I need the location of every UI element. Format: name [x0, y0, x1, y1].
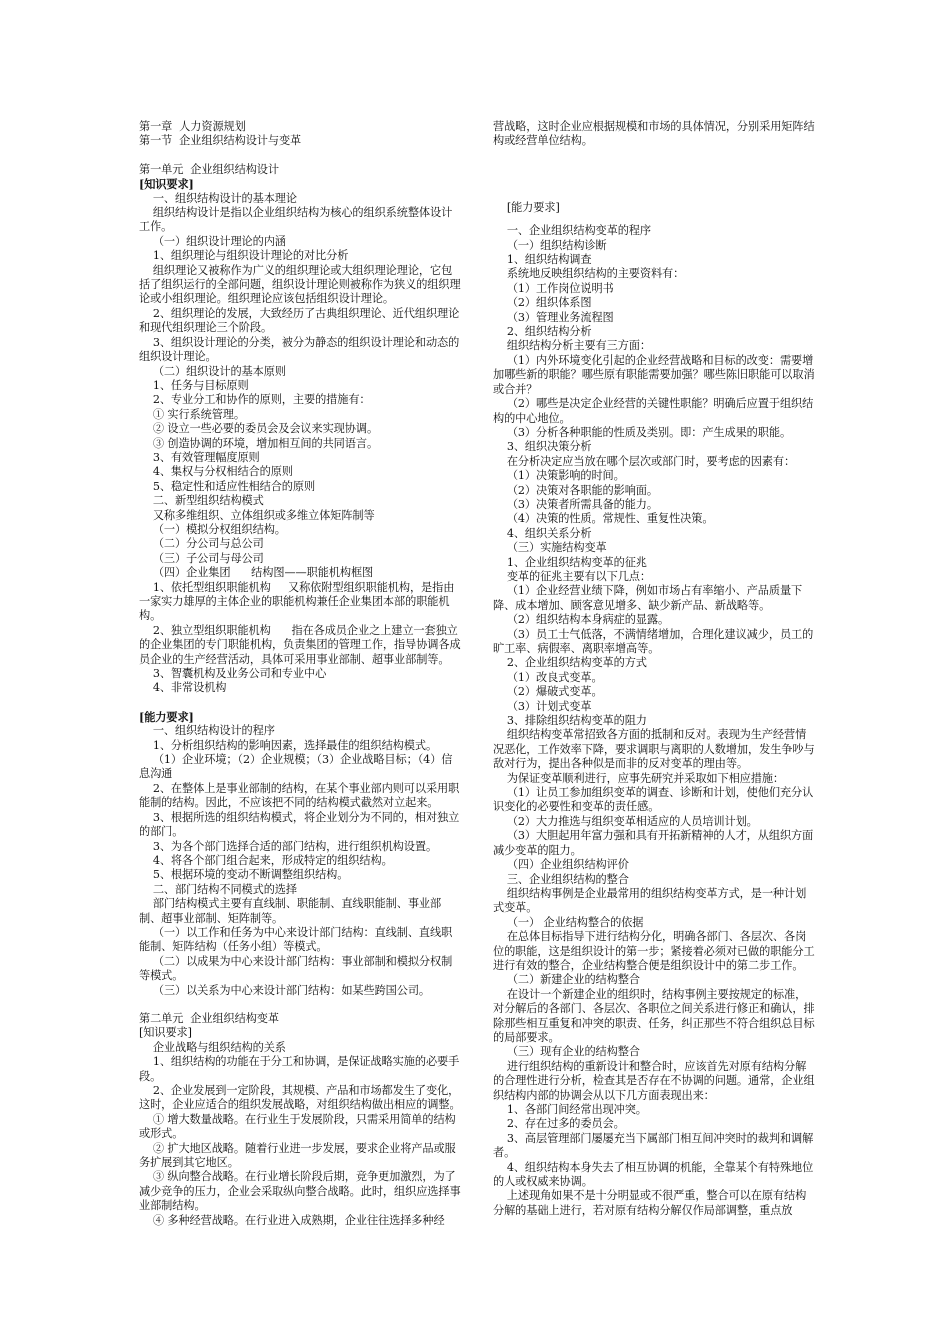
left-column-line: 第一节 企业组织结构设计与变革 — [139, 134, 302, 148]
right-column-line: 4、组织结构本身失去了相互协调的机能，全靠某个有特殊地位的人或权威来协调。 — [493, 1160, 814, 1189]
left-column-line: ① 增大数量战略。在行业生于发展阶段，只需采用简单的结构或形式。 — [139, 1112, 456, 1141]
left-column-line: ② 设立一些必要的委员会及会议来实现协调。 — [139, 422, 379, 436]
right-column-line: 1、企业组织结构变革的征兆 — [493, 555, 647, 569]
left-column-line: 1、组织结构的功能在于分工和协调，是保证战略实施的必要手段。 — [139, 1055, 460, 1083]
left-column-line: 2、组织理论的发展，大致经历了古典组织理论、近代组织理论和现代组织理论三个阶段。 — [139, 306, 460, 335]
left-column-line: 2、在整体上是事业部制的结构，在某个事业部内则可以采用职能制的结构。因此，不应该把不同的结构模式截然对立起来。 — [139, 781, 460, 810]
right-column-line: 4、组织关系分析 — [493, 526, 592, 540]
left-column-line: 1、分析组织结构的影响因素，选择最佳的组织结构模式。 — [139, 738, 438, 752]
right-column-line: （2）哪些是决定企业经营的关键性职能？明确后应置于组织结构的中心地位。 — [493, 397, 814, 425]
right-column-line: 系统地反映组织结构的主要资料有： — [493, 267, 685, 281]
left-column-line: ④ 多种经营战略。在行业进入成熟期，企业往往选择多种经 — [139, 1213, 445, 1227]
left-column-line: （一）模拟分权组织结构。 — [139, 522, 286, 536]
right-column-line: （2）组织体系图 — [493, 296, 592, 310]
right-column-line: （1）让员工参加组织变革的调查、诊断和计划，使他们充分认识变化的必要性和变革的责任感。 — [493, 786, 814, 814]
left-column-line: （三）子公司与母公司 — [139, 551, 264, 565]
right-column-line: （3）管理业务流程图 — [493, 310, 614, 324]
right-column-line: （1）决策影响的时间。 — [493, 469, 625, 483]
left-column-line: 3、根据所选的组织结构模式，将企业划分为不同的，相对独立的部门。 — [139, 810, 460, 839]
left-column-line: 5、稳定性和适应性相结合的原则 — [139, 479, 316, 493]
left-column-line: 又称多维组织、立体组织或多维立体矩阵制等 — [139, 508, 375, 522]
right-column-line: 在总体目标指导下进行结构分化，明确各部门、各层次、各岗位的职能，这是组织设计的第一步；紧接着必须对已做的职能分工进行有效的整合，企业结构整合便是组织设计中的第二步工作。 — [493, 930, 815, 972]
left-column-line: 1、依托型组织职能机构 又称依附型组织职能机构，是指由一家实力雄厚的主体企业的职能机构兼任企业集团本部的职能机构。 — [139, 580, 455, 623]
left-column-line: 1、组织理论与组织设计理论的对比分析 — [139, 249, 349, 263]
left-column-line: 5、根据环境的变动不断调整组织结构。 — [139, 868, 349, 882]
right-column-line: 3、高层管理部门屡屡充当下属部门相互间冲突时的裁判和调解者。 — [493, 1131, 814, 1160]
left-column-line: ① 实行系统管理。 — [139, 407, 245, 421]
left-column-line: （二）组织设计的基本原则 — [139, 364, 286, 378]
left-column-line: （三）以关系为中心来设计部门结构：如某些跨国公司。 — [139, 983, 431, 997]
right-column-line: （2）组织结构本身病症的显露。 — [493, 613, 670, 627]
left-column-line: 2、企业发展到一定阶段，其规模、产品和市场都发生了变化，这时，企业应适合的组织发展战略，对组织结构做出相应的调整。 — [139, 1084, 461, 1112]
right-column-line: 一、企业组织结构变革的程序 — [493, 224, 651, 238]
left-column-line: 企业战略与组织结构的关系 — [139, 1040, 286, 1054]
right-column-line: （3）分析各种职能的性质及类别。即：产生成果的职能。 — [493, 425, 792, 439]
left-column-line: 组织理论又被称作为广义的组织理论或大组织理论理论，它包括了组织运行的全部问题，组织设计理论则被称作为狭义的组织理论或小组织理论。组织理论应该包括组织设计理论。 — [139, 263, 461, 306]
left-column-line: 1、任务与目标原则 — [139, 378, 249, 392]
left-column-line: 4、集权与分权相结合的原则 — [139, 465, 293, 479]
left-column-line: （1）企业环境；（2）企业规模；（3）企业战略目标；（4）信息沟通 — [139, 753, 453, 781]
right-column-line: 为保证变革顺利进行，应事先研究并采取如下相应措施： — [493, 771, 785, 785]
left-column-line: 3、为各个部门选择合适的部门结构，进行组织机构设置。 — [139, 839, 438, 853]
right-text-column — [493, 120, 817, 1218]
left-column-line: 第一章 人力资源规划 — [139, 120, 246, 133]
right-column-line: （3）决策者所需具备的能力。 — [493, 497, 658, 511]
right-column-line: 2、企业组织结构变革的方式 — [493, 656, 647, 670]
left-text-column — [139, 120, 463, 1228]
left-column-line: 二、新型组织结构模式 — [139, 494, 264, 508]
right-column-line: 2、组织结构分析 — [493, 325, 592, 339]
right-column-line: （1）工作岗位说明书 — [493, 281, 614, 295]
right-column-line: 在分析决定应当放在哪个层次或部门时，要考虑的因素有： — [493, 454, 796, 468]
left-column-line: 3、智囊机构及业务公司和专业中心 — [139, 667, 327, 681]
right-column-line: 三、企业组织结构的整合 — [493, 872, 629, 886]
left-column-line: [知识要求] — [139, 177, 194, 192]
right-column-line: （三）实施结构变革 — [493, 541, 607, 555]
right-column-line: （四）企业组织结构评价 — [493, 858, 629, 872]
right-column-line: （二）新建企业的结构整合 — [493, 973, 640, 987]
left-column-line: 4、将各个部门组合起来，形成特定的组织结构。 — [139, 853, 393, 867]
right-column-line: 组织结构分析主要有三方面： — [493, 339, 651, 353]
left-column-line: 组织结构设计是指以企业组织结构为核心的组织系统整体设计工作。 — [139, 206, 453, 234]
right-column-line: （1）内外环境变化引起的企业经营战略和目标的改变：需要增加哪些新的职能？哪些原有职能需要加强？哪些陈旧职能可以取消或合并？ — [493, 353, 815, 396]
left-column-line: 2、专业分工和协作的原则，主要的措施有： — [139, 393, 371, 407]
right-column-line: 组织结构变革常招致各方面的抵制和反对。表现为生产经营情况恶化，工作效率下降，要求调职与离职的人数增加，发生争吵与敌对行为，提出各种似是而非的反对变革的理由等。 — [493, 728, 815, 771]
right-column-line: 1、各部门间经常出现冲突。 — [493, 1103, 647, 1116]
left-column-line: 2、独立型组织职能机构 指在各成员企业之上建立一套独立的企业集团的专门职能机构，负责集团的管理工作，指导协调各成员企业的生产经营活动，具体可采用事业部制、超事业部制等。 — [139, 623, 461, 666]
right-column-line: 营战略，这时企业应根据规模和市场的具体情况，分别采用矩阵结构或经营单位结构。 — [493, 120, 815, 148]
left-column-line: [知识要求] — [139, 1026, 192, 1040]
right-column-line: （3）大胆起用年富力强和具有开拓新精神的人才，从组织方面减少变革的阻力。 — [493, 829, 814, 857]
right-column-line: （一）组织结构诊断 — [493, 238, 607, 252]
right-column-line: （3）计划式变革 — [493, 699, 592, 713]
left-column-line: 二、部门结构不同模式的选择 — [139, 882, 297, 896]
right-column-line: [能力要求] — [493, 200, 560, 214]
left-column-line: 第一单元 企业组织结构设计 — [139, 162, 279, 176]
right-column-line: （2）爆破式变革。 — [493, 685, 603, 699]
left-column-line: ③ 创造协调的环境，增加相互间的共同语言。 — [139, 436, 379, 450]
left-column-line: ② 扩大地区战略。随着行业进一步发展，要求企业将产品或服务扩展到其它地区。 — [139, 1141, 456, 1170]
right-column-line: （4）决策的性质。常规性、重复性决策。 — [493, 512, 714, 526]
left-column-line: 部门结构模式主要有直线制、职能制、直线职能制、事业部制、超事业部制、矩阵制等。 — [139, 897, 442, 925]
right-column-line: （1）企业经营业绩下降，例如市场占有率缩小、产品质量下降、成本增加、顾客意见增多、缺少新产品、新战略等。 — [493, 584, 803, 612]
left-column-line: 3、有效管理幅度原则 — [139, 450, 260, 464]
right-column-line: （2）决策对各职能的影响面。 — [493, 483, 658, 497]
right-column-line: 变革的征兆主要有以下几点： — [493, 569, 651, 583]
right-column-line: 3、组织决策分析 — [493, 440, 592, 454]
right-column-line: 3、排除组织结构变革的阻力 — [493, 714, 647, 728]
left-column-line: ③ 纵向整合战略。在行业增长阶段后期，竞争更加激烈，为了减少竞争的压力，企业会采取纵向整合战略。此时，组织应选择事业部制结构。 — [139, 1170, 461, 1213]
left-column-line: （二）分公司与总公司 — [139, 537, 264, 551]
left-column-line: 3、组织设计理论的分类，被分为静态的组织设计理论和动态的组织设计理论。 — [139, 335, 460, 364]
left-column-line: 一、组织结构设计的基本理论 — [139, 191, 297, 205]
left-column-line: （四）企业集团 结构图——职能机构框图 — [139, 566, 374, 580]
left-column-line: 第二单元 企业组织结构变革 — [139, 1011, 279, 1025]
right-column-line: 在设计一个新建企业的组织时，结构事例主要按规定的标准，对分解后的各部门、各层次、各职位之间关系进行修正和确认，排除那些相互重复和冲突的职责、任务，纠正那些不符合组织总目标的局部要求。 — [493, 987, 815, 1044]
right-column-line: 上述现角如果不是十分明显或不很严重，整合可以在原有结构分解的基础上进行，若对原有结构分解仅作局部调整，重点放 — [493, 1189, 807, 1217]
right-column-line: 进行组织结构的重新设计和整合时，应该首先对原有结构分解的合理性进行分析，检查其是否存在不协调的问题。通常，企业组织结构内部的协调会从以下几方面表现出来： — [493, 1059, 815, 1102]
left-column-line: （一）组织设计理论的内涵 — [139, 234, 286, 248]
right-column-line: （1）改良式变革。 — [493, 670, 603, 684]
right-column-line: 组织结构事例是企业最常用的组织结构变革方式，是一种计划式变革。 — [493, 886, 807, 915]
left-column-line: （二）以成果为中心来设计部门结构：事业部制和模拟分权制等模式。 — [139, 954, 453, 983]
left-column-line: 一、组织结构设计的程序 — [139, 724, 275, 738]
left-column-line: [能力要求] — [139, 709, 194, 724]
left-column-line: （一）以工作和任务为中心来设计部门结构：直线制、直线职能制、矩阵结构（任务小组）等模式。 — [139, 925, 453, 954]
right-column-line: （三）现有企业的结构整合 — [493, 1045, 640, 1059]
left-column-line: 4、非常设机构 — [139, 681, 227, 695]
right-column-line: （一） 企业结构整合的依据 — [493, 915, 644, 929]
right-column-line: （2）大力推选与组织变革相适应的人员培训计划。 — [493, 814, 758, 828]
right-column-line: 1、组织结构调查 — [493, 253, 592, 267]
right-column-line: （3）员工士气低落，不满情绪增加，合理化建议减少，员工的旷工率、病假率、离职率增高等。 — [493, 627, 814, 655]
right-column-line: 2、存在过多的委员会。 — [493, 1117, 625, 1131]
